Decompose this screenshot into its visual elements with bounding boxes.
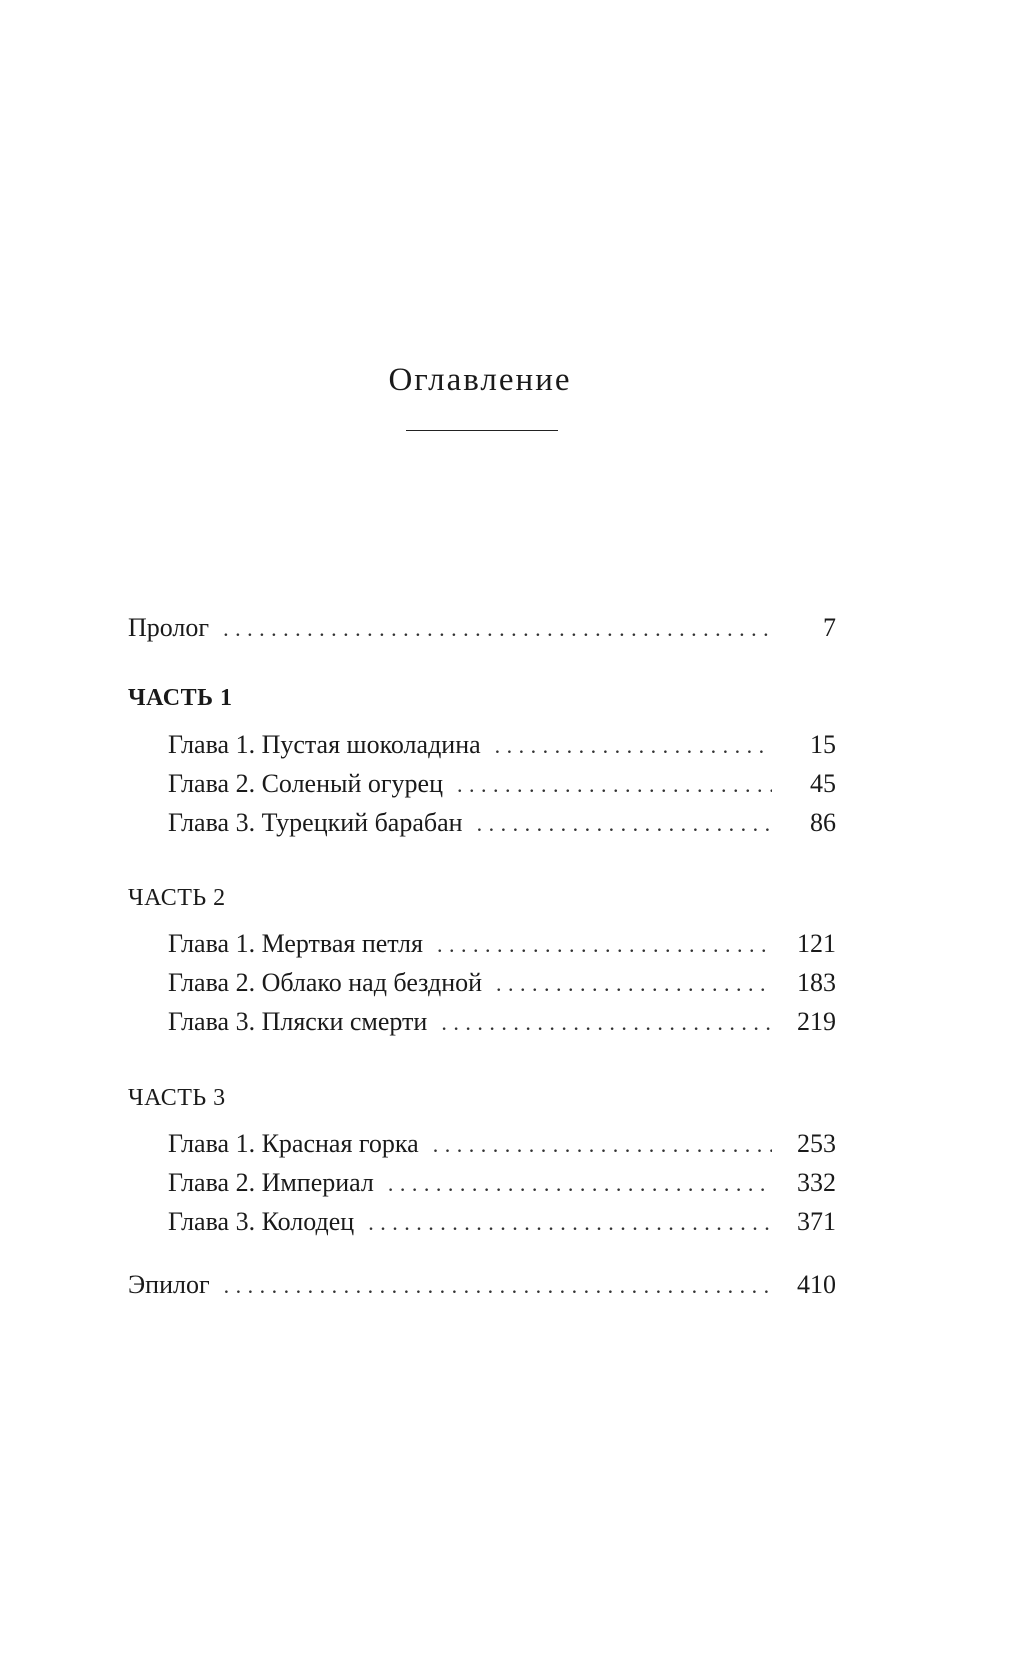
dot-leader — [496, 966, 772, 1002]
title-divider — [406, 430, 558, 431]
toc-entry-epilogue[interactable] — [128, 1267, 836, 1303]
toc-entry-label: Эпилог — [128, 1270, 210, 1299]
toc-entry-chapter[interactable] — [168, 766, 836, 802]
toc-entry-chapter[interactable] — [168, 926, 836, 962]
part-heading-3: ЧАСТЬ 3 — [128, 1085, 226, 1111]
toc-entry-label: Глава 2. Соленый огурец — [168, 769, 443, 798]
dot-leader — [433, 1127, 772, 1163]
part-heading-2: ЧАСТЬ 2 — [128, 885, 226, 911]
dot-leader — [495, 728, 772, 764]
dot-leader — [457, 767, 772, 803]
toc-entry-label: Пролог — [128, 613, 210, 642]
dot-leader — [441, 1005, 772, 1041]
toc-entry-chapter[interactable] — [168, 1004, 836, 1040]
toc-entry-chapter[interactable] — [168, 1204, 836, 1240]
toc-entry-page: 15 — [810, 730, 836, 759]
toc-entry-prologue[interactable] — [128, 610, 836, 646]
toc-entry-page: 371 — [797, 1207, 836, 1236]
dot-leader — [477, 806, 772, 842]
toc-entry-chapter[interactable] — [168, 1126, 836, 1162]
dot-leader — [368, 1205, 772, 1241]
toc-entry-label: Глава 1. Мертвая петля — [168, 929, 423, 958]
toc-entry-chapter[interactable] — [168, 1165, 836, 1201]
toc-entry-page: 86 — [810, 808, 836, 837]
toc-entry-label: Глава 3. Колодец — [168, 1207, 355, 1236]
toc-entry-page: 219 — [797, 1007, 836, 1036]
toc-entry-page: 332 — [797, 1168, 836, 1197]
toc-entry-page: 183 — [797, 968, 836, 997]
dot-leader — [224, 1268, 772, 1304]
toc-entry-page: 121 — [797, 929, 836, 958]
dot-leader — [388, 1166, 772, 1202]
toc-entry-chapter[interactable] — [168, 805, 836, 841]
part-heading-1: ЧАСТЬ 1 — [128, 685, 233, 711]
toc-entry-label: Глава 2. Империал — [168, 1168, 374, 1197]
toc-entry-page: 45 — [810, 769, 836, 798]
toc-entry-chapter[interactable] — [168, 727, 836, 763]
dot-leader — [437, 927, 772, 963]
toc-entry-page: 410 — [797, 1270, 836, 1299]
toc-entry-label: Глава 3. Пляски смерти — [168, 1007, 428, 1036]
page-title: Оглавление — [388, 362, 572, 398]
toc-entry-page: 253 — [797, 1129, 836, 1158]
toc-entry-page: 7 — [823, 613, 836, 642]
toc-entry-chapter[interactable] — [168, 965, 836, 1001]
toc-entry-label: Глава 3. Турецкий барабан — [168, 808, 463, 837]
toc-entry-label: Глава 1. Красная горка — [168, 1129, 419, 1158]
toc-entry-label: Глава 1. Пустая шоколадина — [168, 730, 481, 759]
dot-leader — [223, 611, 772, 647]
toc-entry-label: Глава 2. Облако над бездной — [168, 968, 483, 997]
